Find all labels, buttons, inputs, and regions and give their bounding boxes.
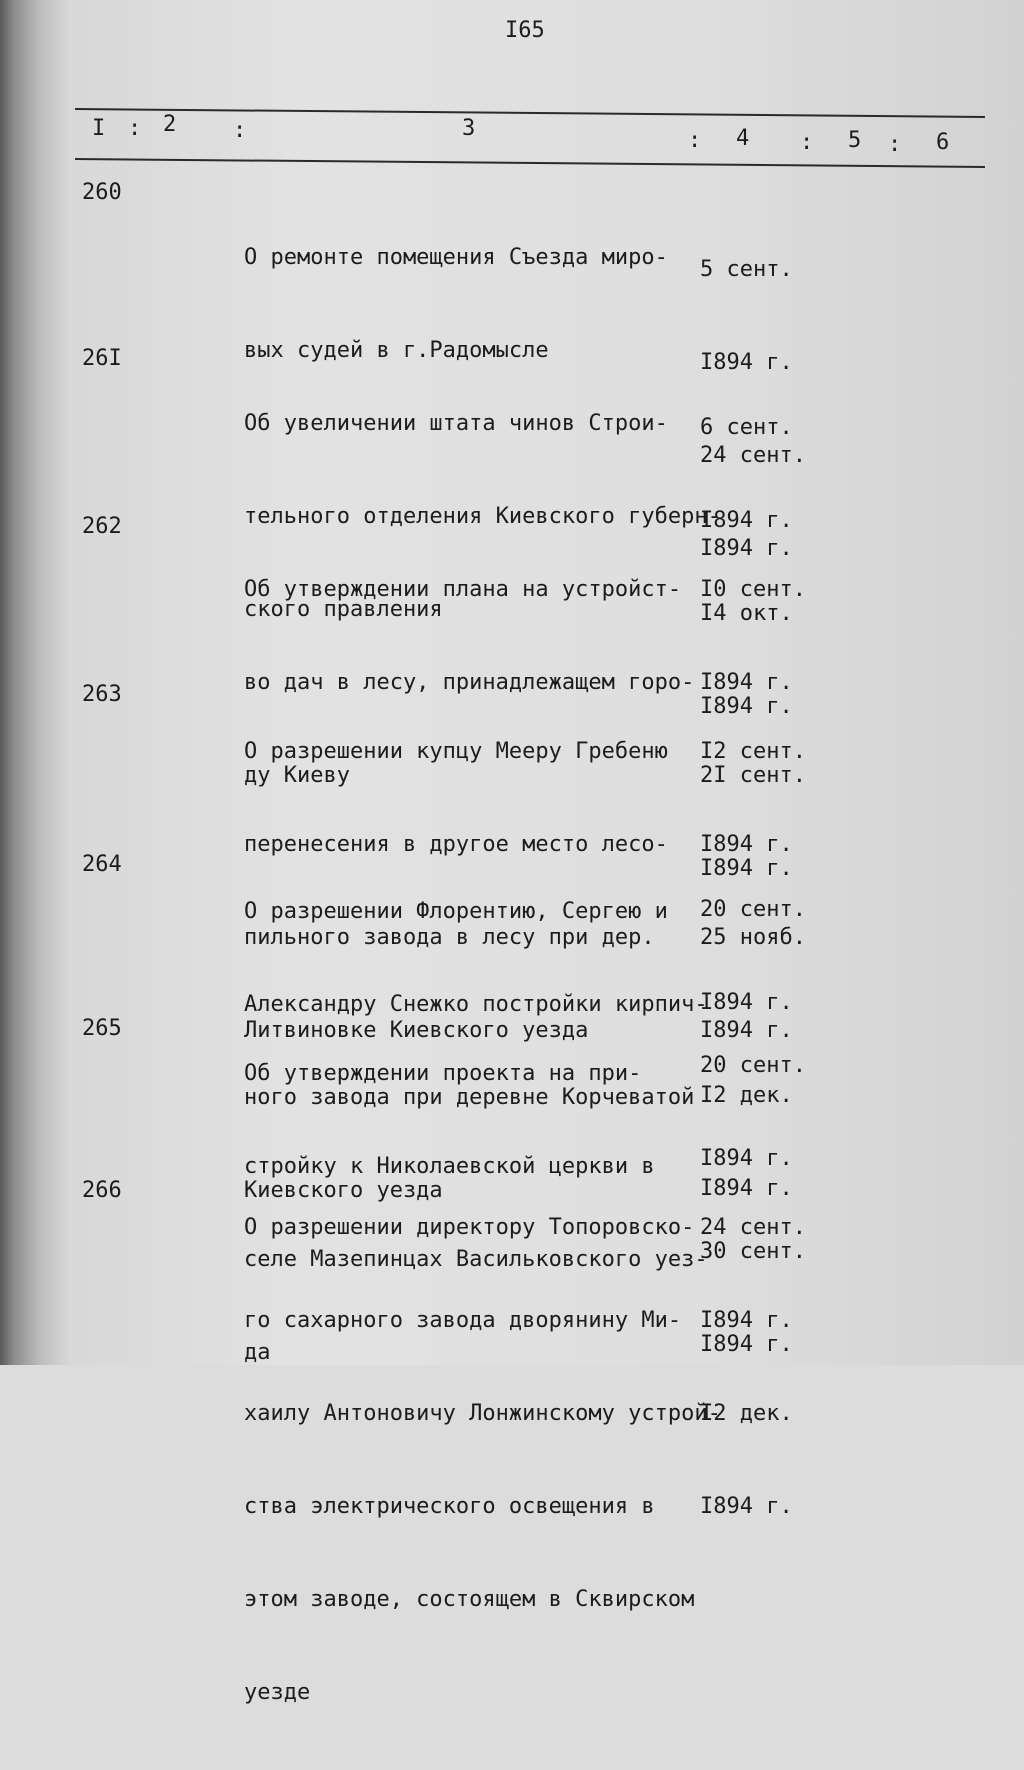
date-line: 20 сент. [700,897,806,922]
date-line: I2 сент. [700,739,806,764]
date-line: 25 нояб. [700,925,806,950]
page-number: I65 [505,18,545,43]
date-line: I894 г. [700,856,793,881]
description-line: уезде [244,1680,311,1705]
description-line: О разрешении Флорентию, Сергею и [244,899,668,924]
row-dates [700,1150,806,1584]
row-number: 262 [82,514,122,539]
description-line: О разрешении директору Топоровско- [244,1215,695,1240]
description-line: пильного завода в лесу при дер. [244,925,655,950]
description-line: Литвиновке Киевского уезда [244,1018,589,1043]
date-line: 20 сент. [700,1053,806,1078]
description-line: вых судей в г.Радомысле [244,338,549,363]
column-header-6: 6 [936,130,950,155]
description-line: ного завода при деревне Корчеватой [244,1085,695,1110]
date-line: I894 г. [700,350,793,375]
description-line: ского правления [244,597,443,622]
date-line: I894 г. [700,508,793,533]
row-description [244,1150,721,1770]
row-number: 265 [82,1016,122,1041]
description-line: этом заводе, состоящем в Сквирском [244,1587,695,1612]
date-line: I894 г. [700,670,793,695]
date-line: 24 сент. [700,1215,806,1240]
description-line: селе Мазепинцах Васильковского уез- [244,1247,708,1272]
date-line: I894 г. [700,1146,793,1171]
column-separator: : [800,130,814,155]
description-line: Александру Снежко постройки кирпич- [244,992,708,1017]
row-number: 266 [82,1178,122,1203]
row-number: 264 [82,852,122,877]
column-header-1: I [92,116,106,141]
description-line: Об увеличении штата чинов Строи- [244,411,668,436]
description-line: Об утверждении проекта на при- [244,1061,642,1086]
date-line: I2 дек. [700,1401,793,1426]
description-line: ства электрического освещения в [244,1494,655,1519]
date-line: I0 сент. [700,577,806,602]
description-line: Киевского уезда [244,1178,443,1203]
row-number: 26I [82,346,122,371]
column-separator: : [128,116,142,141]
date-line: I894 г. [700,1176,793,1201]
column-separator: : [233,118,247,143]
description-line: хаилу Антоновичу Лонжинскому устрой- [244,1401,721,1426]
date-line: 2I сент. [700,763,806,788]
description-line: ду Киеву [244,763,350,788]
date-line: I4 окт. [700,601,793,626]
description-line: стройку к Николаевской церкви в [244,1154,655,1179]
column-header-3: 3 [462,116,476,141]
column-separator: : [888,132,902,157]
column-header-5: 5 [848,128,862,153]
row-number: 263 [82,682,122,707]
header-top-rule [75,108,985,118]
column-separator: : [688,128,702,153]
header-bottom-rule [75,158,985,168]
description-line: перенесения в другое место лесо- [244,832,668,857]
date-line: I894 г. [700,990,793,1015]
date-line: 5 сент. [700,257,793,282]
description-line: да [244,1340,271,1365]
description-line: О разрешении купцу Мееру Гребеню [244,739,668,764]
date-line: 24 сент. [700,443,806,468]
description-line: Об утверждении плана на устройст- [244,577,682,602]
date-line: I894 г. [700,1018,793,1043]
column-header-2: 2 [163,112,177,137]
date-line: I2 дек. [700,1083,793,1108]
date-line: I894 г. [700,694,793,719]
description-line: во дач в лесу, принадлежащем горо- [244,670,695,695]
date-line: I894 г. [700,536,793,561]
date-line: I894 г. [700,1494,793,1519]
column-header-4: 4 [736,126,750,151]
date-line: I894 г. [700,1332,793,1357]
date-line: I894 г. [700,1308,793,1333]
description-line: О ремонте помещения Съезда миро- [244,245,668,270]
date-line: 30 сент. [700,1239,806,1264]
description-line: тельного отделения Киевского губерн- [244,504,721,529]
date-line: I894 г. [700,832,793,857]
row-number: 260 [82,180,122,205]
description-line: го сахарного завода дворянину Ми- [244,1308,682,1333]
date-line: 6 сент. [700,415,793,440]
